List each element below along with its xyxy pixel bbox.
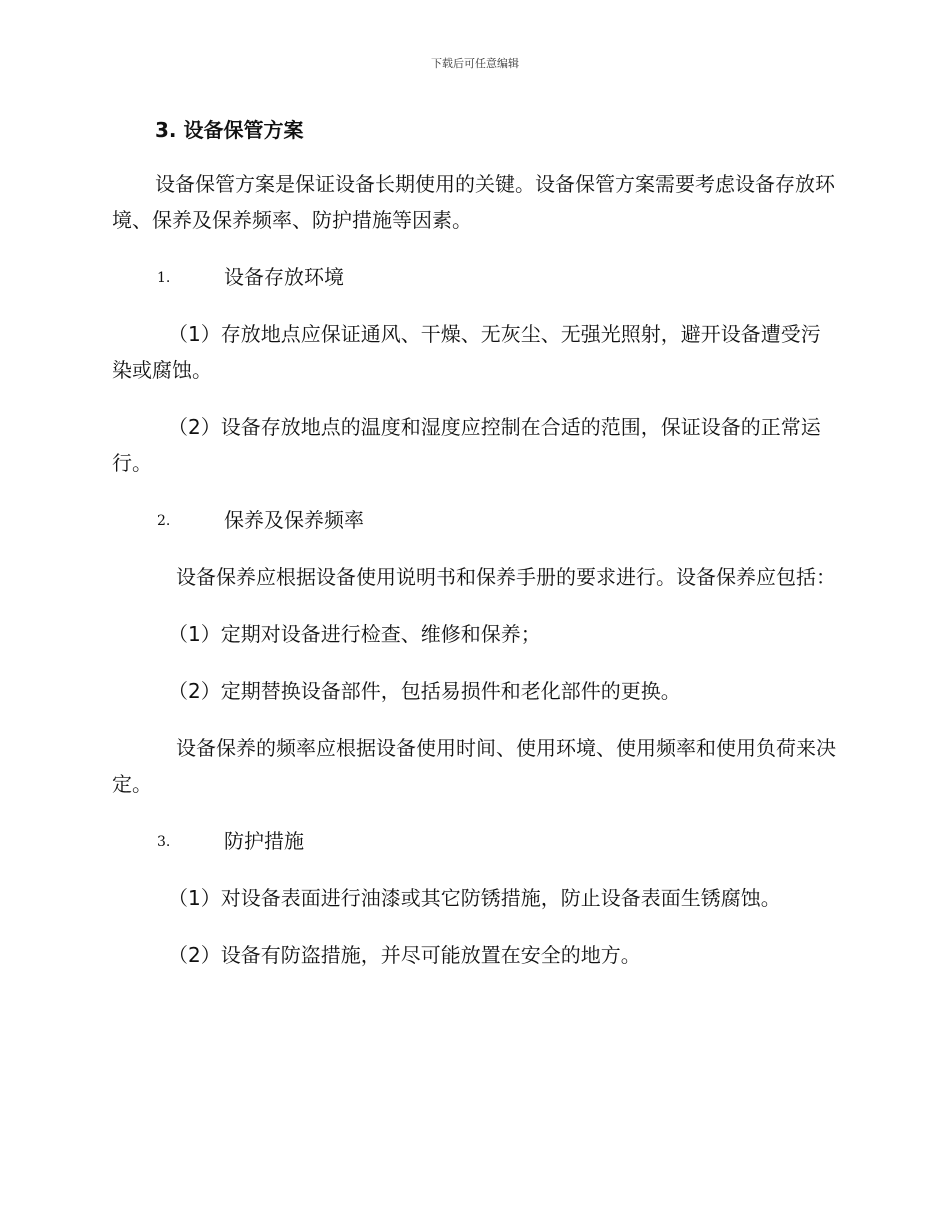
item-label: 保养及保养频率 (224, 508, 364, 532)
protect-paragraph-1: （1）对设备表面进行油漆或其它防锈措施，防止设备表面生锈腐蚀。 (168, 886, 781, 910)
item-label: 设备存放环境 (224, 265, 344, 289)
page-header: 下载后可任意编辑 (431, 57, 519, 70)
maint-paragraph-2: （2）定期替换设备部件，包括易损件和老化部件的更换。 (168, 679, 681, 703)
document-body (112, 116, 840, 973)
env-paragraph-2: （2）设备存放地点的温度和湿度应控制在合适的范围，保证设备的正常运行。 (112, 415, 821, 475)
item-number: 3. (157, 834, 171, 850)
maint-paragraph-1: （1）定期对设备进行检查、维修和保养； (168, 622, 541, 646)
item-number: 2. (157, 513, 171, 529)
list-item (112, 259, 840, 295)
maint-frequency: 设备保养的频率应根据设备使用时间、使用环境、使用频率和使用负荷来决定。 (112, 736, 836, 796)
maint-intro: 设备保养应根据设备使用说明书和保养手册的要求进行。设备保养应包括： (176, 565, 836, 589)
item-number: 1. (157, 270, 171, 286)
section-intro: 设备保管方案是保证设备长期使用的关键。设备保管方案需要考虑设备存放环境、保养及保养频率、防护措施等因素。 (112, 172, 835, 232)
item-label: 防护措施 (224, 829, 304, 853)
list-item (112, 823, 840, 859)
env-paragraph-1: （1）存放地点应保证通风、干燥、无灰尘、无强光照射，避开设备遭受污染或腐蚀。 (112, 322, 821, 382)
protect-paragraph-2: （2）设备有防盗措施，并尽可能放置在安全的地方。 (168, 943, 641, 967)
section-title: 3. 设备保管方案 (155, 118, 304, 142)
list-item (112, 502, 840, 538)
